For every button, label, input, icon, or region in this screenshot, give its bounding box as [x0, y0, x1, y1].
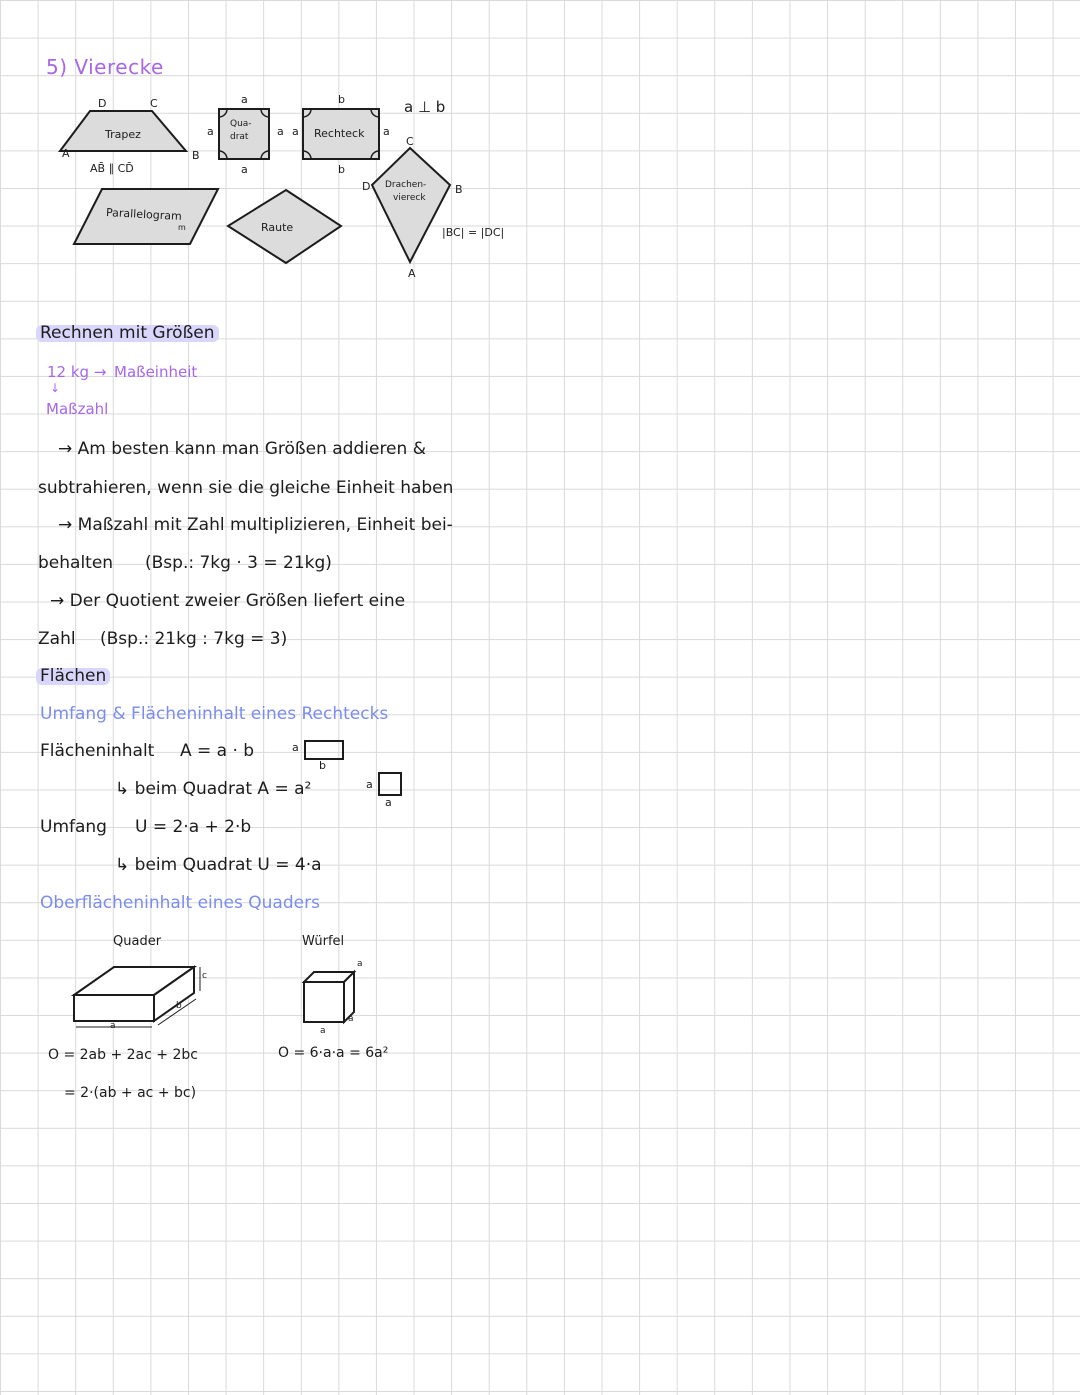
quader-side-c: c: [202, 971, 207, 981]
groessen-example-3: (Bsp.: 21kg : 7kg = 3): [100, 629, 288, 649]
drachen-label-1: Drachen-: [385, 180, 427, 190]
drachen-label-2: viereck: [393, 193, 426, 203]
groessen-example-2: (Bsp.: 7kg · 3 = 21kg): [145, 553, 332, 573]
square-side-left: a: [366, 778, 373, 791]
square-sketch: [378, 772, 402, 796]
quadrat-label-2: drat: [230, 132, 249, 142]
quader-formula-1: O = 2ab + 2ac + 2bc: [48, 1047, 198, 1063]
trapez-note: AB̄ ∥ CD̄: [90, 162, 134, 175]
groessen-text-2a: → Maßzahl mit Zahl multiplizieren, Einheit bei-: [58, 515, 453, 535]
quadrat-side-right: a: [277, 125, 284, 138]
parallelogram-m: m: [178, 223, 186, 232]
drachen-vertex-b: B: [455, 183, 463, 196]
drachen-note: |BC| = |DC|: [442, 226, 505, 239]
wuerfel-formula: O = 6·a·a = 6a²: [278, 1045, 389, 1061]
quader-side-a: a: [110, 1021, 116, 1031]
umfang-formula: U = 2·a + 2·b: [135, 817, 252, 837]
quader-figure: [70, 955, 210, 1035]
groessen-text-1a: → Am besten kann man Größen addieren &: [58, 439, 426, 459]
wuerfel-side-bottom: a: [320, 1026, 326, 1036]
drachen-vertex-c: C: [406, 135, 414, 148]
wuerfel-figure: [300, 968, 370, 1028]
quadrat-side-left: a: [207, 125, 214, 138]
rechteck-side-top: b: [338, 93, 345, 106]
groessen-text-3b: Zahl: [38, 629, 76, 649]
rechteck-side-right: a: [383, 125, 390, 138]
quadrat-side-bottom: a: [241, 163, 248, 176]
umfang-label: Umfang: [40, 817, 107, 837]
perpendicular-note: a ⊥ b: [404, 98, 446, 116]
groessen-down-arrow: ↓: [50, 381, 61, 395]
raute-label: Raute: [261, 221, 294, 234]
trapez-vertex-c: C: [150, 97, 158, 110]
rechteck-side-left: a: [292, 125, 299, 138]
quader-formula-2: = 2·(ab + ac + bc): [64, 1085, 197, 1101]
umfang-square: ↳ beim Quadrat U = 4·a: [115, 855, 322, 875]
area-formula: A = a · b: [180, 741, 255, 761]
drachen-figure: [370, 140, 460, 270]
area-label: Flächeninhalt: [40, 741, 155, 761]
trapez-label: Trapez: [105, 128, 141, 141]
groessen-example: 12 kg →: [47, 363, 107, 381]
page-title: 5) Vierecke: [46, 55, 164, 79]
trapez-vertex-b: B: [192, 149, 200, 162]
rechteck-label: Rechteck: [314, 127, 365, 140]
quader-label: Quader: [113, 934, 162, 949]
trapez-vertex-d: D: [98, 97, 107, 110]
section-title-flaechen: Flächen: [36, 668, 110, 685]
wuerfel-label: Würfel: [302, 934, 345, 949]
quadrat-label-1: Qua-: [230, 119, 252, 129]
parallelogram-label: Parallelogram: [105, 206, 183, 223]
drachen-vertex-d: D: [362, 180, 371, 193]
groessen-text-2b: behalten: [38, 553, 114, 573]
rect-side-b: b: [319, 759, 326, 772]
rect-sketch: [304, 740, 344, 760]
groessen-text-3a: → Der Quotient zweier Größen liefert eine: [50, 591, 406, 611]
rechteck-side-bottom: b: [338, 163, 345, 176]
area-square: ↳ beim Quadrat A = a²: [115, 779, 312, 799]
groessen-zahl: Maßzahl: [46, 400, 109, 418]
quadrat-side-top: a: [241, 93, 248, 106]
trapez-vertex-a: A: [62, 147, 70, 160]
quader-side-b: b: [176, 1001, 182, 1011]
wuerfel-side-depth: a: [348, 1014, 354, 1024]
section-title-groessen: Rechnen mit Größen: [36, 325, 219, 342]
quader-subtitle: Oberflächeninhalt eines Quaders: [40, 893, 320, 913]
flaechen-subtitle: Umfang & Flächeninhalt eines Rechtecks: [40, 704, 389, 724]
groessen-einheit: Maßeinheit: [114, 363, 198, 381]
drachen-vertex-a: A: [408, 267, 416, 280]
groessen-text-1b: subtrahieren, wenn sie die gleiche Einheit haben: [38, 478, 454, 498]
square-side-bottom: a: [385, 796, 392, 809]
rect-side-a: a: [292, 741, 299, 754]
wuerfel-side-right: a: [357, 959, 363, 969]
